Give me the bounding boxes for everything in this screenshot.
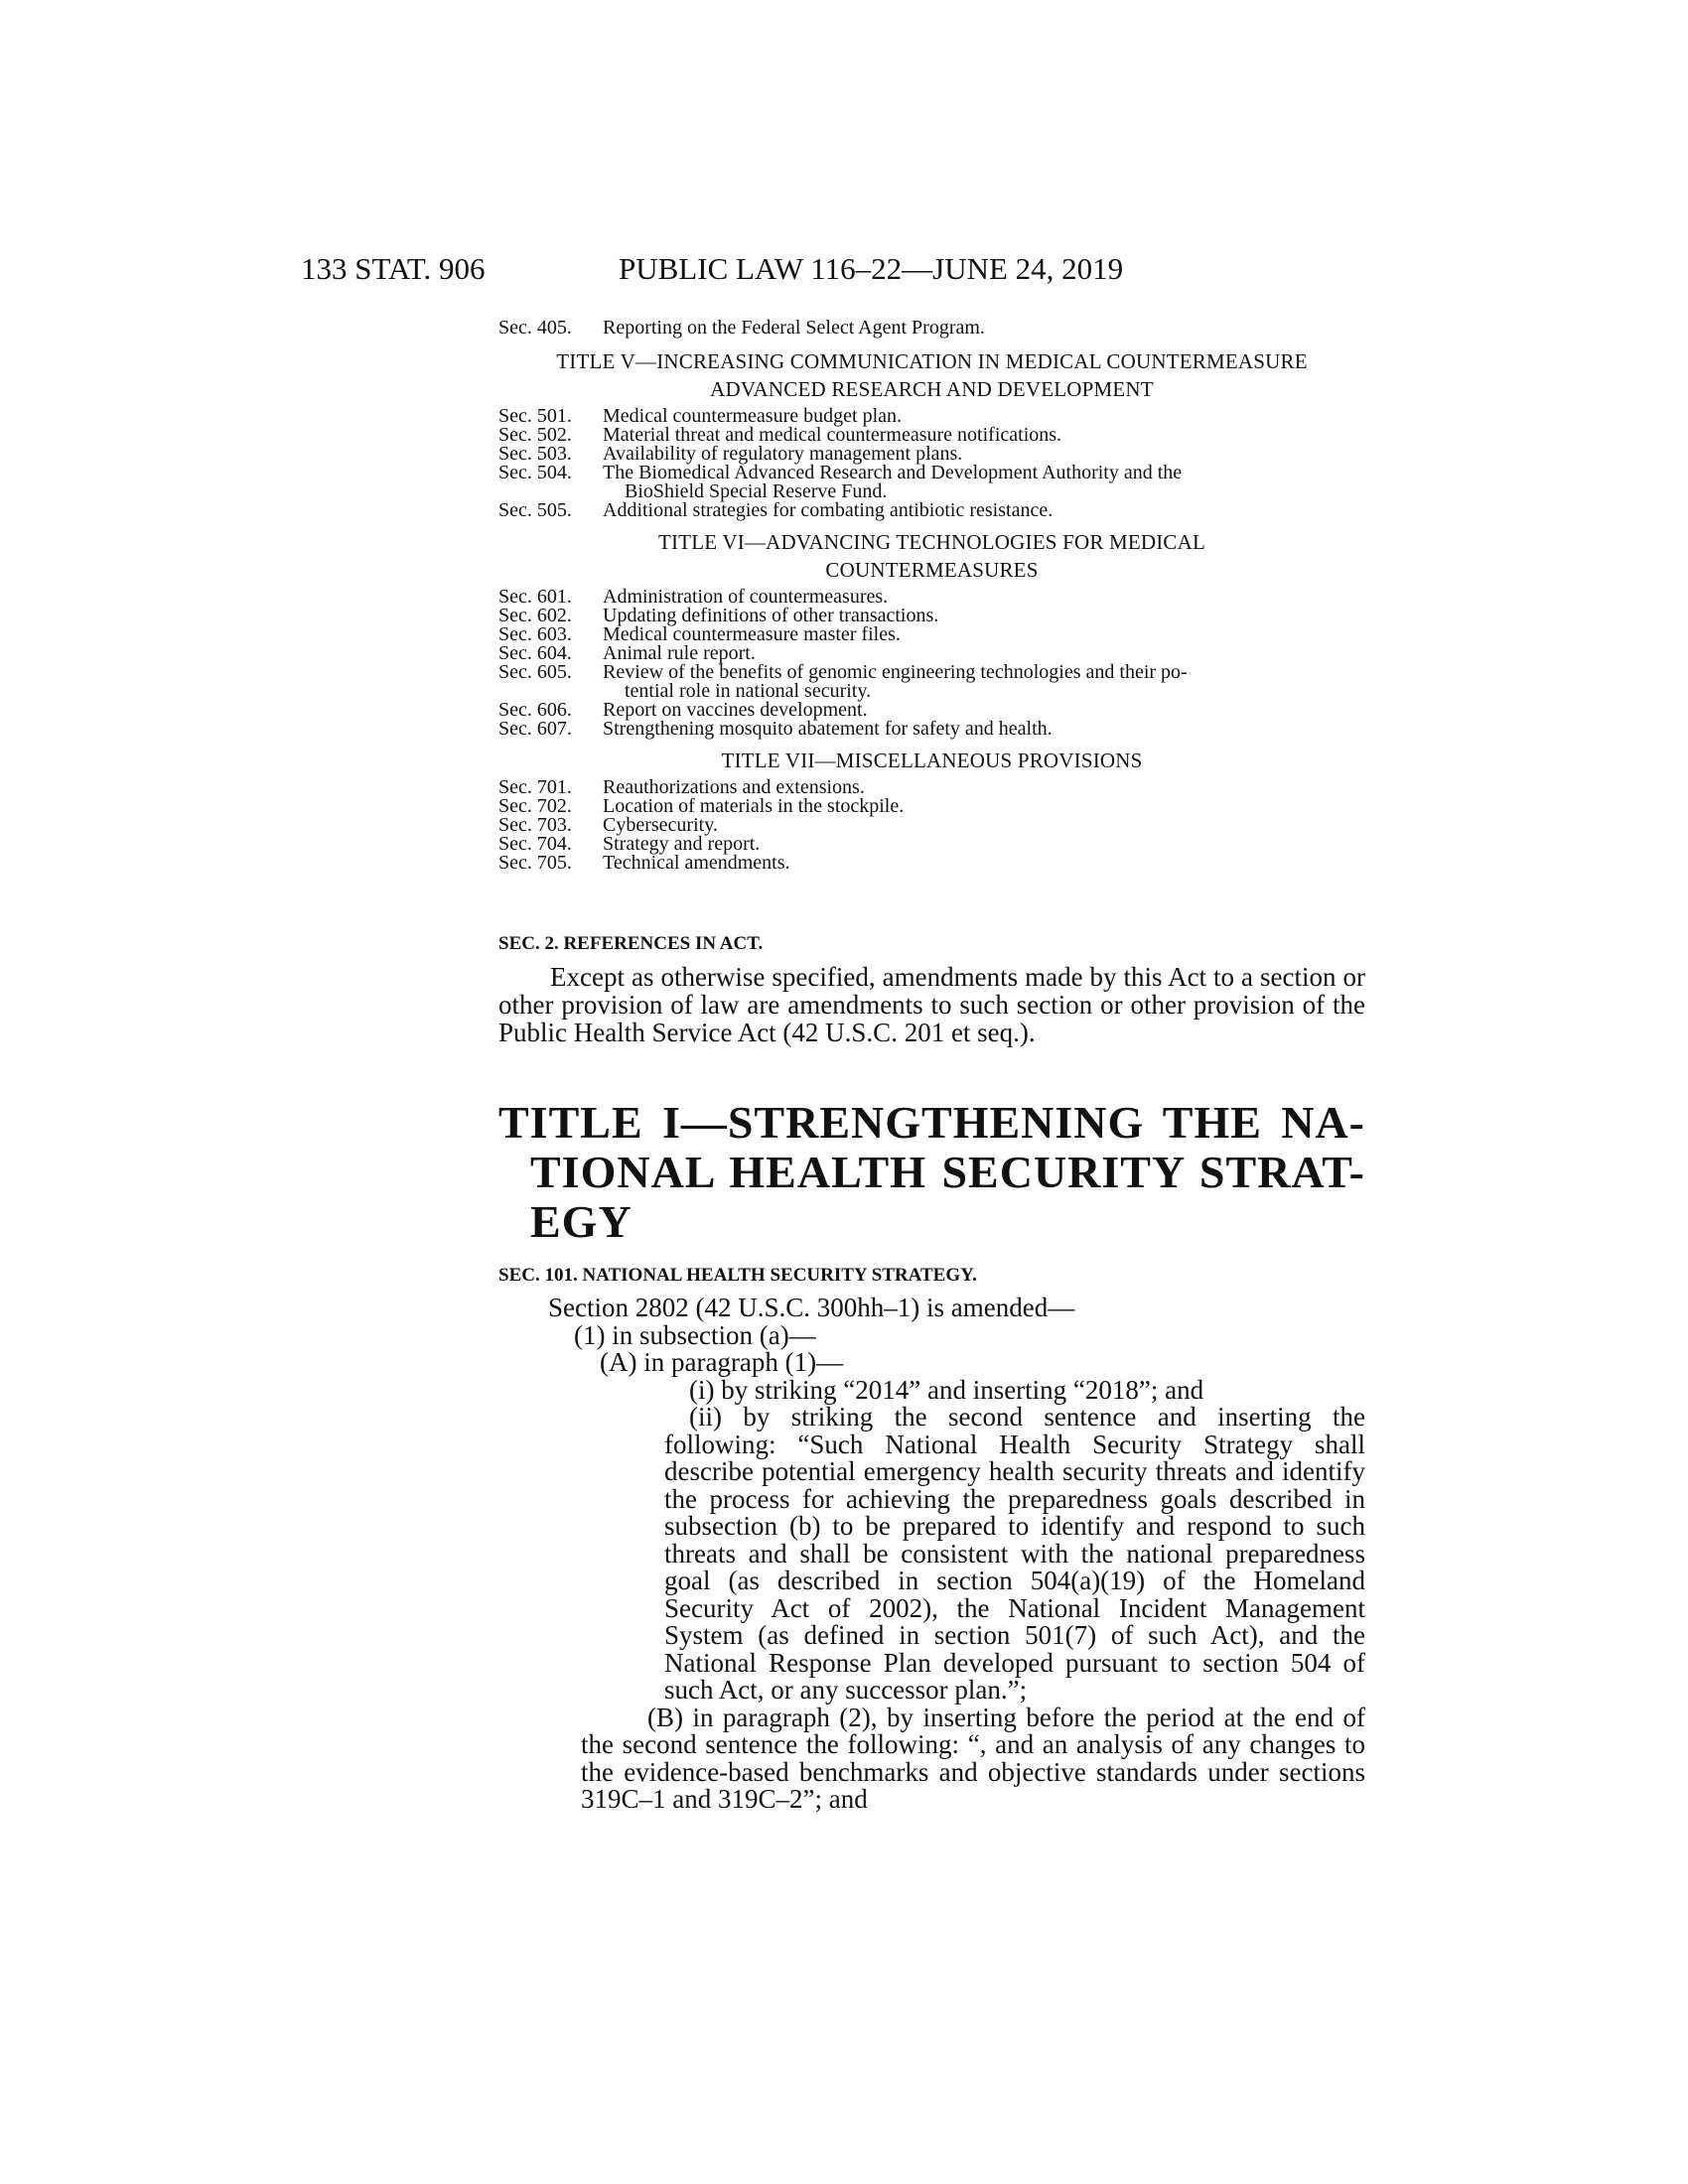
toc-entry: [498, 316, 1365, 340]
toc-entry: Sec. 705. Technical amendments.: [498, 852, 790, 874]
toc-title-vi-list: [498, 588, 1365, 739]
toc-entry: Sec. 604. Animal rule report.: [498, 642, 756, 664]
toc-entry: Sec. 603. Medical countermeasure master files.: [498, 623, 901, 645]
toc-title-vii-list: [498, 778, 1365, 873]
toc-title-vii: TITLE VII—MISCELLANEOUS PROVISIONS: [721, 749, 1143, 772]
toc-title-v-list: [498, 407, 1365, 520]
toc-title-vi: TITLE VI—ADVANCING TECHNOLOGIES FOR MEDICAL COUNTERMEASURES: [657, 530, 1206, 582]
toc-title-v: TITLE V—INCREASING COMMUNICATION IN MEDICAL COUNTERMEASURE ADVANCED RESEARCH AND DEVELOPMENT: [556, 349, 1308, 401]
toc-entry-continuation: tential role in national security.: [625, 680, 872, 702]
toc-entry: Sec. 502. Material threat and medical countermeasure notifications.: [498, 424, 1062, 446]
toc-entry: Sec. 501. Medical countermeasure budget plan.: [498, 405, 902, 427]
title-i-line: TITLE I—STRENGTHENING THE NA-: [498, 1097, 1365, 1148]
toc-entry: Sec. 607. Strengthening mosquito abatement for safety and health.: [498, 718, 1053, 740]
stat-page-number: 133 STAT. 906: [301, 251, 486, 286]
clause-ii: (ii) by striking the second sentence and inserting the following: “Such National Health Security Strategy shall describe potential emergency health security threats and identify the process for achieving the preparedness goals described in subsection (b) to be prepared to identify and respond to such threats and shall be consistent with the national preparedness goal (as described in section 504(a)(19) of the Homeland Security Act of 2002), the National Incident Management System (as defined in section 501(7) of such Act), and the National Response Plan developed pursuant to section 504 of such Act, or any successor plan.”;: [664, 1402, 1365, 1705]
toc-entry: Sec. 601. Administration of countermeasures.: [498, 586, 889, 608]
subparagraph-a: (A) in paragraph (1)—: [600, 1347, 844, 1377]
clause-i: (i) by striking “2014” and inserting “2018”; and: [689, 1374, 1204, 1405]
public-law-title: PUBLIC LAW 116–22—JUNE 24, 2019: [619, 251, 1124, 286]
section-2-heading: SEC. 2. REFERENCES IN ACT.: [498, 933, 764, 954]
toc-entry: Sec. 503. Availability of regulatory management plans.: [498, 443, 963, 465]
toc-entry: Sec. 602. Updating definitions of other transactions.: [498, 605, 939, 626]
title-i-line: TIONAL HEALTH SECURITY STRAT-: [530, 1147, 1365, 1197]
toc-section-text: Reporting on the Federal Select Agent Program.: [603, 317, 985, 339]
section-2-body: Except as otherwise specified, amendments made by this Act to a section or other provision of law are amendments to such section or other provision of the Public Health Service Act (42 U.S.C. 201 et seq.).: [498, 962, 1365, 1047]
toc-entry: Sec. 605. Review of the benefits of genomic engineering technologies and their po-: [498, 661, 1188, 683]
section-101-heading: SEC. 101. NATIONAL HEALTH SECURITY STRATEGY.: [498, 1265, 977, 1286]
toc-entry: Sec. 703. Cybersecurity.: [498, 814, 718, 836]
toc-entry: Sec. 504. The Biomedical Advanced Research and Development Authority and the: [498, 462, 1183, 483]
table-of-contents: [498, 316, 1365, 873]
section-101-intro: Section 2802 (42 U.S.C. 300hh–1) is amended—: [548, 1293, 1075, 1322]
toc-entry: Sec. 702. Location of materials in the stockpile.: [498, 795, 905, 817]
paragraph-1: (1) in subsection (a)—: [574, 1319, 816, 1350]
toc-section-number: Sec. 405.: [498, 317, 572, 339]
toc-entry: Sec. 606. Report on vaccines development.: [498, 699, 868, 721]
toc-entry: Sec. 704. Strategy and report.: [498, 833, 761, 855]
title-i-heading: [498, 1098, 1365, 1247]
running-header: [301, 248, 1393, 290]
title-i-line: EGY: [530, 1196, 633, 1247]
toc-entry-continuation: BioShield Special Reserve Fund.: [625, 480, 888, 502]
toc-entry: Sec. 701. Reauthorizations and extensions.: [498, 776, 865, 798]
toc-entry: Sec. 505. Additional strategies for combating antibiotic resistance.: [498, 499, 1054, 521]
subparagraph-b: (B) in paragraph (2), by inserting before the period at the end of the second sentence the following: “, and an analysis of any changes to the evidence-based benchmarks and objective standards under sections 319C–1 and 319C–2”; and: [581, 1702, 1365, 1814]
section-101-body: [498, 1295, 1365, 1814]
